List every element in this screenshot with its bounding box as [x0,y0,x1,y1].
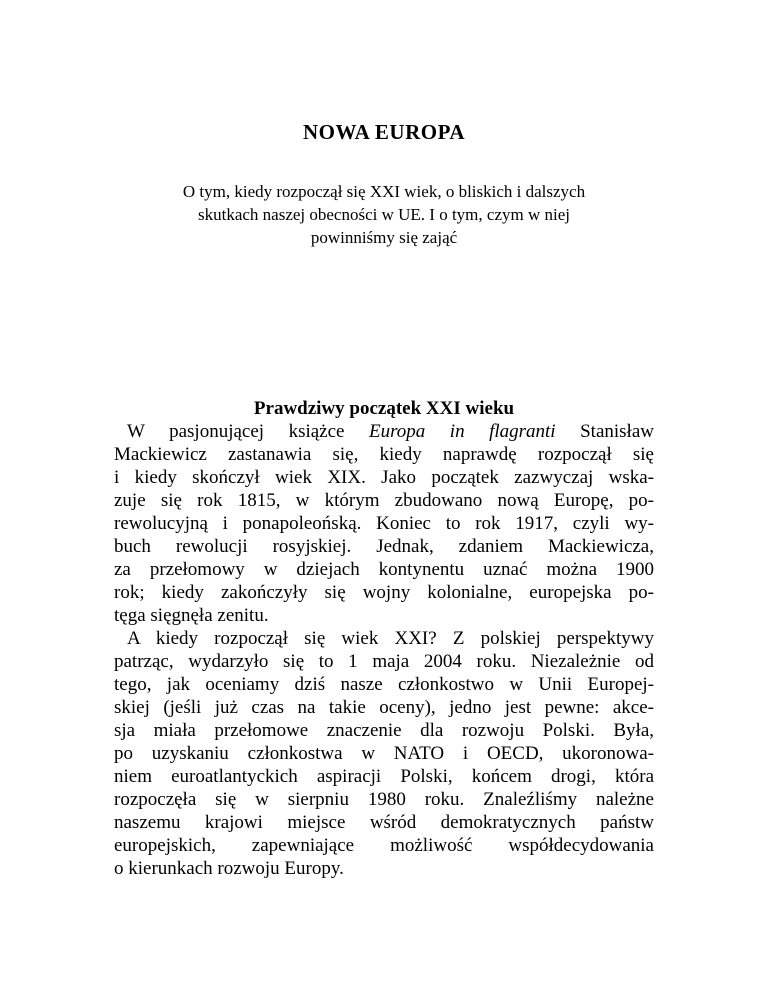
paragraph-line: europejskich, zapewniające możliwość współdecydowania [114,835,654,856]
paragraph-line: i kiedy skończył wiek XIX. Jako początek zazwyczaj wska- [114,467,654,488]
paragraph-line: buch rewolucji rosyjskiej. Jednak, zdaniem Mackiewicza, [114,536,654,557]
body-text [114,420,654,880]
paragraph-line: skiej (jeśli już czas na takie oceny), jedno jest pewne: akce- [114,697,654,718]
paragraph-line: patrząc, wydarzyło się to 1 maja 2004 roku. Niezależnie od [114,651,654,672]
subtitle-line: skutkach naszej obecności w UE. I o tym, czym w niej [197,205,570,224]
page-title: NOWA EUROPA [302,120,466,144]
paragraph-line: za przełomowy w dziejach kontynentu uznać można 1900 [114,559,654,580]
paragraph-line: po uzyskaniu członkostwa w NATO i OECD, ukoronowa- [114,743,654,764]
paragraph-line: Mackiewicz zastanawia się, kiedy naprawdę rozpoczął się [114,444,654,465]
paragraph-1 [114,420,654,627]
chapter-subtitle [114,180,654,249]
paragraph-line: rewolucyjną i ponapoleońską. Koniec to rok 1917, czyli wy- [114,513,654,534]
paragraph-line: sja miała przełomowe znaczenie dla rozwoju Polski. Była, [114,720,654,741]
text-span: Stanisław [555,421,654,442]
paragraph-line: zuje się rok 1815, w którym zbudowano nową Europę, po- [114,490,654,511]
subtitle-line: powinniśmy się zająć [310,228,458,247]
section-heading: Prawdziwy początek XXI wieku [253,398,515,419]
paragraph-line: niem euroatlantyckich aspiracji Polski, końcem drogi, która [114,766,654,787]
paragraph-2 [114,627,654,880]
paragraph-line [114,420,654,443]
paragraph-line: tęga sięgnęła zenitu. [114,605,269,626]
paragraph-line: tego, jak oceniamy dziś nasze członkostwo w Unii Europej- [114,674,654,695]
book-title: Europa in flagranti [368,421,556,442]
paragraph-line: naszemu krajowi miejsce wśród demokratycznych państw [114,812,654,833]
subtitle-line: O tym, kiedy rozpoczął się XXI wiek, o bliskich i dalszych [182,182,586,201]
paragraph-line: o kierunkach rozwoju Europy. [114,858,344,879]
paragraph-line: A kiedy rozpoczął się wiek XXI? Z polskiej perspektywy [127,628,654,649]
text-span: W pasjonującej książce [127,421,369,442]
paragraph-line: rok; kiedy zakończyły się wojny kolonialne, europejska po- [114,582,654,603]
paragraph-line: rozpoczęła się w sierpniu 1980 roku. Znaleźliśmy należne [114,789,654,810]
